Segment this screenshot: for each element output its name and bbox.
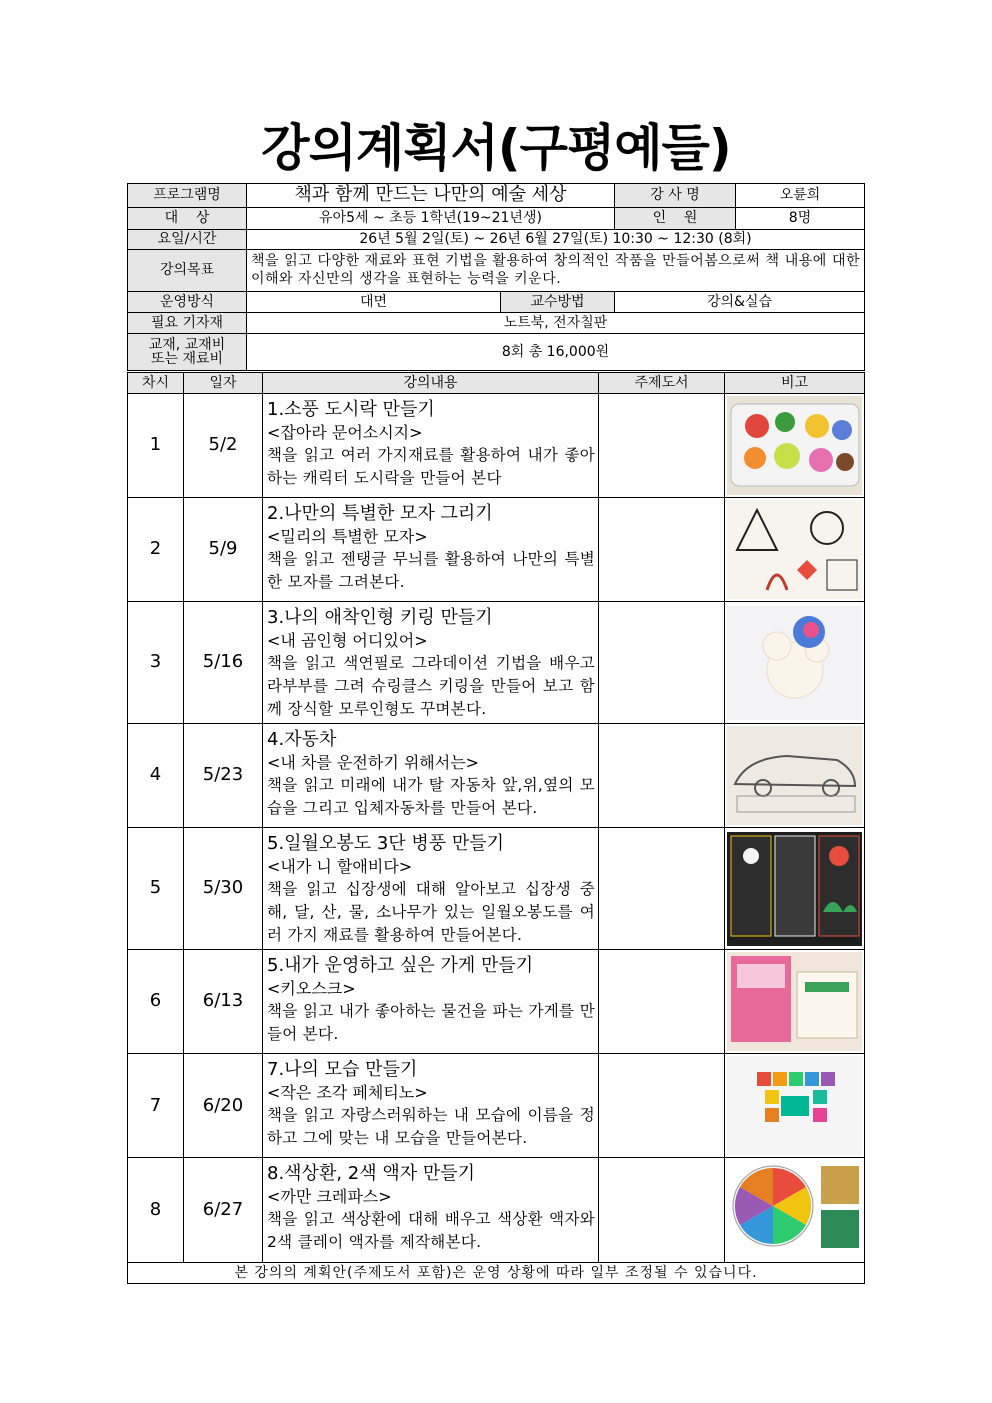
mode-label: 운영방식 (128, 292, 247, 313)
col-header-session: 차시 (128, 373, 184, 394)
zentangle-hat-icon (727, 500, 862, 595)
book-cover-cell (599, 828, 725, 950)
lesson-content (263, 602, 599, 724)
lesson-desc: 책을 읽고 여러 가지재료를 활용하여 내가 좋아하는 캐릭터 도시락을 만들어 본다 (267, 446, 595, 487)
session-number: 2 (128, 498, 184, 602)
page-title: 강의계획서(구평예들) (261, 119, 731, 177)
material-label-line1: 교재, 교재비 (148, 337, 226, 353)
footer-note: 본 강의의 계획안(주제도서 포함)은 운영 상황에 따라 일부 조정될 수 있습니다. (128, 1262, 865, 1283)
sample-photo-cell (725, 950, 865, 1054)
lesson-title: 5.내가 운영하고 싶은 가게 만들기 (267, 955, 534, 977)
col-header-book: 주제도서 (599, 373, 725, 394)
sample-photo-cell (725, 1054, 865, 1158)
table-row (128, 394, 865, 498)
lesson-desc: 책을 읽고 미래에 내가 탈 자동차 앞,위,옆의 모습을 그리고 입체자동차를 만들어 본다. (267, 776, 595, 818)
sample-photo-cell (725, 602, 865, 724)
lunchbox-photo (727, 396, 862, 495)
sample-photo-cell (725, 1158, 865, 1262)
block-figure-photo (727, 1056, 862, 1155)
target-value: 유아5세 ~ 초등 1학년(19~21년생) (247, 208, 615, 230)
lesson-desc: 책을 읽고 색상환에 대해 배우고 색상환 액자와 2색 클레이 액자를 제작해본다. (267, 1210, 595, 1252)
car-sketch-icon (727, 726, 862, 821)
book-cover-cell (599, 1054, 725, 1158)
session-date: 5/2 (184, 394, 263, 498)
count-label: 인 원 (615, 208, 736, 230)
table-row (128, 602, 865, 724)
session-date: 6/13 (184, 950, 263, 1054)
session-date: 6/20 (184, 1054, 263, 1158)
lesson-desc: 책을 읽고 십장생에 대해 알아보고 십장생 중 해, 달, 산, 물, 소나무가 있는 일월오봉도를 여러 가지 재료를 활용하여 만들어본다. (267, 880, 595, 945)
session-number: 5 (128, 828, 184, 950)
lesson-title: 3.나의 애착인형 키링 만들기 (267, 607, 493, 629)
sample-photo-cell (725, 498, 865, 602)
session-number: 7 (128, 1054, 184, 1158)
col-header-date: 일자 (184, 373, 263, 394)
session-date: 5/23 (184, 724, 263, 828)
store-craft-photo (727, 952, 862, 1051)
session-number: 3 (128, 602, 184, 724)
lesson-content (263, 1054, 599, 1158)
lesson-book: <작은 조각 페체티노> (267, 1083, 428, 1103)
book-cover-cell (599, 602, 725, 724)
table-row (128, 498, 865, 602)
session-date: 5/16 (184, 602, 263, 724)
book-cover-cell (599, 950, 725, 1054)
folding-screen-photo (727, 832, 862, 946)
method-label: 교수방법 (501, 292, 615, 313)
col-header-content: 강의내용 (263, 373, 599, 394)
lesson-content (263, 950, 599, 1054)
lunchbox-icon (727, 396, 862, 491)
material-label (128, 334, 247, 371)
program-label: 프로그램명 (128, 184, 247, 208)
session-date: 5/9 (184, 498, 263, 602)
lesson-content (263, 724, 599, 828)
schedule-label: 요일/시간 (128, 230, 247, 250)
goal-label: 강의목표 (128, 250, 247, 292)
instructor-value: 오륜희 (736, 184, 865, 208)
program-value: 책과 함께 만드는 나만의 예술 세상 (247, 184, 615, 208)
lesson-book: <내 곰인형 어디있어> (267, 631, 428, 651)
lesson-title: 7.나의 모습 만들기 (267, 1059, 418, 1081)
mode-value: 대면 (247, 292, 501, 313)
table-row (128, 950, 865, 1054)
table-row (128, 828, 865, 950)
lesson-book: <내가 니 할애비다> (267, 857, 413, 877)
lesson-book: <잡아라 문어소시지> (267, 423, 423, 442)
lesson-content (263, 1158, 599, 1262)
count-value: 8명 (736, 208, 865, 230)
sample-photo-cell (725, 394, 865, 498)
material-label-line2: 또는 재료비 (150, 351, 224, 367)
lesson-book: <키오스크> (267, 979, 356, 999)
lesson-title: 1.소풍 도시락 만들기 (267, 399, 435, 420)
plush-doll-icon (727, 606, 862, 716)
lesson-title: 2.나만의 특별한 모자 그리기 (267, 503, 493, 525)
ilwolobongdo-icon (727, 832, 862, 942)
color-wheel-icon (727, 1160, 862, 1255)
car-drawing-photo (727, 726, 862, 825)
book-cover-cell (599, 1158, 725, 1262)
sample-photo-cell (725, 828, 865, 950)
lesson-book: <내 차를 운전하기 위해서는> (267, 753, 480, 773)
program-info-table (127, 183, 865, 371)
book-cover-cell (599, 498, 725, 602)
lesson-title: 4.자동차 (267, 729, 337, 751)
lesson-desc: 책을 읽고 색연필로 그라데이션 기법을 배우고 라부부를 그려 슈링클스 키링을 만들어 보고 함께 장식할 모루인형도 꾸며본다. (267, 654, 595, 719)
lesson-title: 8.색상환, 2색 액자 만들기 (267, 1163, 476, 1185)
color-wheel-photo (727, 1160, 862, 1259)
session-number: 4 (128, 724, 184, 828)
book-cover-cell (599, 394, 725, 498)
session-date: 6/27 (184, 1158, 263, 1262)
store-model-icon (727, 952, 862, 1047)
table-row (128, 1158, 865, 1262)
instructor-label: 강 사 명 (615, 184, 736, 208)
lesson-book: <밀리의 특별한 모자> (267, 527, 428, 547)
clay-figure-icon (727, 1056, 862, 1151)
lesson-desc: 책을 읽고 자랑스러워하는 내 모습에 이름을 정하고 그에 맞는 내 모습을 만들어본다. (267, 1106, 595, 1148)
lesson-content (263, 828, 599, 950)
material-value: 8회 총 16,000원 (247, 334, 865, 371)
session-date: 5/30 (184, 828, 263, 950)
lesson-content (263, 394, 599, 498)
equip-label: 필요 기자재 (128, 313, 247, 334)
col-header-note: 비고 (725, 373, 865, 394)
equip-value: 노트북, 전자칠판 (247, 313, 865, 334)
lesson-desc: 책을 읽고 젠탱글 무늬를 활용하여 나만의 특별한 모자를 그려본다. (267, 550, 595, 592)
session-number: 6 (128, 950, 184, 1054)
schedule-value: 26년 5월 2일(토) ~ 26년 6월 27일(토) 10:30 ~ 12:30 (8회) (247, 230, 865, 250)
target-label: 대 상 (128, 208, 247, 230)
method-value: 강의&실습 (615, 292, 865, 313)
lesson-book: <까만 크레파스> (267, 1187, 392, 1207)
lesson-title: 5.일월오봉도 3단 병풍 만들기 (267, 833, 505, 855)
book-cover-cell (599, 724, 725, 828)
lesson-schedule-table (127, 372, 865, 1284)
goal-value: 책을 읽고 다양한 재료와 표현 기법을 활용하여 창의적인 작품을 만들어봄으로써 책 내용에 대한 이해와 자신만의 생각을 표현하는 능력을 키운다. (247, 250, 865, 292)
session-number: 1 (128, 394, 184, 498)
lesson-content (263, 498, 599, 602)
session-number: 8 (128, 1158, 184, 1262)
lesson-desc: 책을 읽고 내가 좋아하는 물건을 파는 가게를 만들어 본다. (267, 1002, 595, 1044)
sample-photo-cell (725, 724, 865, 828)
keyring-doll-photo (727, 606, 862, 720)
table-row (128, 724, 865, 828)
hat-drawing-photo (727, 500, 862, 599)
table-row (128, 1054, 865, 1158)
